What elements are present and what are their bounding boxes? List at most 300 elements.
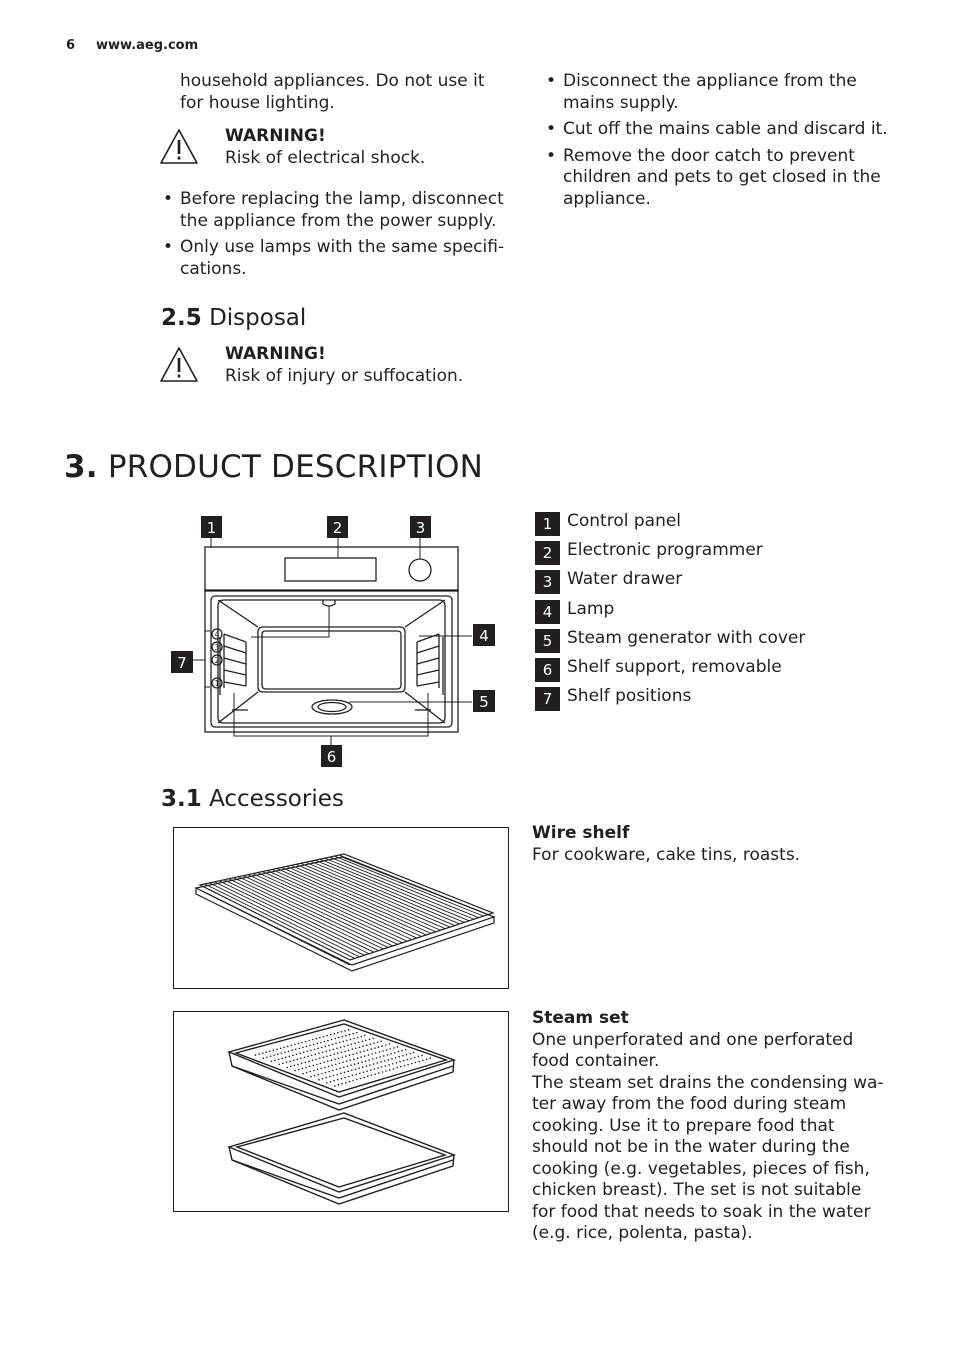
perforation-dot — [358, 1067, 360, 1069]
perforation-dot — [370, 1069, 372, 1071]
warning-text: Risk of electrical shock. — [225, 147, 426, 168]
perforation-dot — [269, 1050, 271, 1052]
perforation-dot — [310, 1071, 312, 1073]
section-heading-accessories — [161, 785, 344, 813]
perforation-dot — [356, 1032, 358, 1034]
left-shelf-support — [220, 634, 246, 695]
perforation-dot — [323, 1036, 325, 1038]
perforation-dot — [333, 1075, 335, 1077]
accessory-text-line: The steam set drains the condensing wa- — [532, 1072, 884, 1093]
perforation-dot — [367, 1076, 369, 1078]
legend-number: 6 — [535, 658, 560, 682]
perforation-dot — [332, 1070, 334, 1072]
perforation-dot — [374, 1068, 376, 1070]
intro-line: for house lighting. — [180, 92, 335, 113]
perforation-dot — [350, 1039, 352, 1041]
list-item-line: cations. — [180, 258, 247, 279]
right-bullet-list — [544, 71, 904, 215]
shelf-level-label: 3 — [214, 643, 220, 652]
shelf-level-label: 2 — [214, 656, 220, 665]
list-item-line: • Remove the door catch to prevent — [563, 145, 855, 166]
perforation-dot — [303, 1052, 305, 1054]
perforation-dot — [351, 1044, 353, 1046]
perforation-dot — [421, 1055, 423, 1057]
perforation-dot — [320, 1068, 322, 1070]
perforation-dot — [348, 1050, 350, 1052]
perforation-dot — [336, 1074, 338, 1076]
perforation-dot — [348, 1076, 350, 1078]
steam-set-illustration — [174, 1012, 508, 1211]
perforation-dot — [307, 1051, 309, 1053]
perforation-dot — [363, 1077, 365, 1079]
perforation-dot — [360, 1078, 362, 1080]
perforation-dot — [397, 1046, 399, 1048]
perforation-dot — [359, 1073, 361, 1075]
list-item-line: mains supply. — [563, 92, 679, 113]
perforation-dot — [381, 1045, 383, 1047]
perforation-dot — [373, 1063, 375, 1065]
perforation-dot — [362, 1066, 364, 1068]
perforation-dot — [390, 1053, 392, 1055]
callout-label: 7 — [177, 654, 187, 672]
accessory-text-line: for food that needs to soak in the water — [532, 1201, 871, 1222]
list-item-line: children and pets to get closed in the — [563, 167, 881, 187]
perforation-dot — [335, 1064, 337, 1066]
perforation-dot — [331, 1039, 333, 1041]
perforation-dot — [341, 1083, 343, 1085]
section-title: PRODUCT DESCRIPTION — [107, 449, 484, 485]
perforation-dot — [352, 1080, 354, 1082]
perforation-dot — [342, 1057, 344, 1059]
perforation-dot — [382, 1071, 384, 1073]
perforation-dot — [317, 1043, 319, 1045]
perforation-dot — [380, 1040, 382, 1042]
perforation-dot — [389, 1069, 391, 1071]
perforation-dot — [320, 1042, 322, 1044]
perforation-dot — [407, 1059, 409, 1061]
accessory-steam-set-desc — [532, 1008, 902, 1245]
perforation-dot — [388, 1059, 390, 1061]
perforation-dot — [345, 1035, 347, 1037]
perforation-dot — [398, 1056, 400, 1058]
accessory-text-line: food container. — [532, 1051, 660, 1071]
section-number: 3.1 — [161, 786, 202, 812]
perforation-dot — [344, 1072, 346, 1074]
page-number: 6 — [66, 38, 76, 53]
perforation-dot — [323, 1057, 325, 1059]
perforation-dot — [379, 1051, 381, 1053]
warning-text: Risk of injury or suffocation. — [225, 365, 464, 386]
perforation-dot — [418, 1061, 420, 1063]
perforation-dot — [297, 1064, 299, 1066]
perforation-dot — [350, 1064, 352, 1066]
perforation-dot — [355, 1074, 357, 1076]
perforation-dot — [371, 1048, 373, 1050]
intro-text — [180, 71, 520, 114]
intro-line: household appliances. Do not use it — [180, 71, 485, 91]
perforation-dot — [348, 1029, 350, 1031]
perforation-dot — [339, 1042, 341, 1044]
perforation-dot — [356, 1052, 358, 1054]
perforation-dot — [373, 1042, 375, 1044]
legend-number: 2 — [535, 541, 560, 565]
perforation-dot — [363, 1071, 365, 1073]
perforation-dot — [357, 1037, 359, 1039]
perforation-dot — [375, 1052, 377, 1054]
perforation-dot — [296, 1054, 298, 1056]
perforation-dot — [337, 1053, 339, 1055]
perforation-dot — [276, 1049, 278, 1051]
website-url[interactable]: www.aeg.com — [96, 38, 199, 53]
list-item-line: the appliance from the power supply. — [180, 210, 497, 231]
perforation-dot — [291, 1050, 293, 1052]
perforation-dot — [403, 1060, 405, 1062]
perforation-dot — [323, 1062, 325, 1064]
perforation-dot — [313, 1065, 315, 1067]
perforation-dot — [345, 1055, 347, 1057]
perforation-dot — [345, 1082, 347, 1084]
wire-shelf-illustration — [174, 828, 508, 988]
perforation-dot — [327, 1040, 329, 1042]
perforation-dot — [328, 1045, 330, 1047]
perforation-dot — [340, 1073, 342, 1075]
perforation-dot — [318, 1079, 320, 1081]
perforation-dot — [407, 1064, 409, 1066]
perforation-dot — [335, 1043, 337, 1045]
perforation-dot — [286, 1067, 288, 1069]
perforation-dot — [360, 1051, 362, 1053]
perforation-dot — [411, 1063, 413, 1065]
perforation-dot — [324, 1041, 326, 1043]
perforation-dot — [302, 1068, 304, 1070]
perforation-dot — [365, 1040, 367, 1042]
perforation-dot — [313, 1044, 315, 1046]
perforation-dot — [369, 1039, 371, 1041]
perforation-dot — [382, 1050, 384, 1052]
perforation-dot — [372, 1038, 374, 1040]
perforation-dot — [366, 1065, 368, 1067]
perforation-dot — [329, 1076, 331, 1078]
perforation-dot — [402, 1055, 404, 1057]
perforation-dot — [314, 1049, 316, 1051]
perforation-dot — [309, 1045, 311, 1047]
accessory-text-line: chicken breast). The set is not suitable — [532, 1180, 862, 1200]
legend-number: 5 — [535, 629, 560, 653]
perforation-dot — [341, 1078, 343, 1080]
accessory-text-line: (e.g. rice, polenta, pasta). — [532, 1223, 753, 1243]
callout-label: 2 — [332, 519, 343, 537]
perforation-dot — [344, 1077, 346, 1079]
perforation-dot — [354, 1063, 356, 1065]
perforation-dot — [351, 1070, 353, 1072]
perforation-dot — [313, 1070, 315, 1072]
warning-title: WARNING! — [225, 344, 326, 364]
list-item-line: • Disconnect the appliance from the — [563, 71, 857, 91]
perforation-dot — [383, 1055, 385, 1057]
perforation-dot — [319, 1037, 321, 1039]
perforation-dot — [301, 1042, 303, 1044]
perforation-dot — [378, 1046, 380, 1048]
warning-electrical — [225, 126, 525, 169]
perforation-dot — [343, 1046, 345, 1048]
perforation-dot — [372, 1058, 374, 1060]
perforation-dot — [334, 1033, 336, 1035]
perforation-dot — [265, 1051, 267, 1053]
perforation-dot — [352, 1033, 354, 1035]
perforation-dot — [385, 1070, 387, 1072]
section-number: 2.5 — [161, 305, 202, 331]
perforation-dot — [377, 1067, 379, 1069]
perforation-dot — [310, 1076, 312, 1078]
perforation-dot — [401, 1050, 403, 1052]
list-item-line: appliance. — [563, 188, 651, 209]
perforation-dot — [338, 1037, 340, 1039]
perforation-dot — [393, 1047, 395, 1049]
perforation-dot — [295, 1049, 297, 1051]
accessory-text-line: cooking (e.g. vegetables, pieces of fish, — [532, 1158, 870, 1179]
perforation-dot — [278, 1059, 280, 1061]
perforation-dot — [377, 1041, 379, 1043]
perforation-dot — [336, 1048, 338, 1050]
perforation-dot — [325, 1077, 327, 1079]
callout-label: 6 — [326, 748, 337, 766]
perforation-dot — [305, 1041, 307, 1043]
perforation-dot — [294, 1070, 296, 1072]
perforation-dot — [352, 1075, 354, 1077]
warning-triangle-icon — [159, 128, 199, 166]
perforation-dot — [279, 1064, 281, 1066]
perforation-dot — [355, 1069, 357, 1071]
perforation-dot — [322, 1078, 324, 1080]
perforation-dot — [398, 1051, 400, 1053]
perforation-dot — [371, 1053, 373, 1055]
perforation-dot — [315, 1054, 317, 1056]
right-shelf-support — [417, 634, 443, 695]
perforation-dot — [352, 1048, 354, 1050]
perforation-dot — [331, 1060, 333, 1062]
perforation-dot — [390, 1048, 392, 1050]
perforation-dot — [378, 1072, 380, 1074]
perforation-dot — [318, 1053, 320, 1055]
perforation-dot — [294, 1044, 296, 1046]
perforation-dot — [289, 1061, 291, 1063]
perforation-dot — [309, 1066, 311, 1068]
perforation-dot — [386, 1049, 388, 1051]
perforation-dot — [266, 1056, 268, 1058]
perforation-dot — [328, 1071, 330, 1073]
accessory-text-line: ter away from the food during steam — [532, 1094, 847, 1114]
left-bullet-list — [161, 189, 521, 285]
perforation-dot — [418, 1056, 420, 1058]
perforation-dot — [344, 1030, 346, 1032]
perforation-dot — [293, 1060, 295, 1062]
accessory-text-line: One unperforated and one perforated — [532, 1029, 854, 1050]
list-item — [161, 237, 521, 280]
callout-label: 5 — [479, 693, 489, 711]
legend-label: Shelf support, removable — [567, 657, 782, 677]
perforation-dot — [395, 1057, 397, 1059]
wire-shelf-image — [173, 827, 509, 989]
perforation-dot — [364, 1035, 366, 1037]
accessory-text: For cookware, cake tins, roasts. — [532, 844, 801, 865]
accessory-wire-shelf-desc — [532, 823, 892, 866]
steam-set-image — [173, 1011, 509, 1212]
perforation-dot — [325, 1046, 327, 1048]
perforation-dot — [277, 1054, 279, 1056]
shelf-level-label: 4 — [214, 630, 220, 639]
perforation-dot — [334, 1038, 336, 1040]
perforation-dot — [415, 1062, 417, 1064]
perforation-dot — [369, 1059, 371, 1061]
water-drawer-knob — [409, 559, 431, 581]
perforation-dot — [364, 1055, 366, 1057]
perforation-dot — [347, 1066, 349, 1068]
perforation-dot — [337, 1079, 339, 1081]
warning-title: WARNING! — [225, 126, 326, 146]
perforation-dot — [396, 1062, 398, 1064]
perforation-dot — [413, 1052, 415, 1054]
perforation-dot — [380, 1061, 382, 1063]
warning-triangle-icon — [159, 346, 199, 384]
perforation-dot — [352, 1053, 354, 1055]
perforation-dot — [333, 1049, 335, 1051]
perforation-dot — [365, 1060, 367, 1062]
perforation-dot — [298, 1043, 300, 1045]
shelf-rod — [339, 855, 488, 915]
perforation-dot — [347, 1071, 349, 1073]
perforation-dot — [337, 1032, 339, 1034]
perforation-dot — [374, 1047, 376, 1049]
list-item — [161, 189, 521, 232]
list-item-line: • Before replacing the lamp, disconnect — [180, 189, 504, 209]
perforation-dot — [316, 1038, 318, 1040]
perforation-dot — [326, 1035, 328, 1037]
perforation-dot — [339, 1068, 341, 1070]
perforation-dot — [262, 1052, 264, 1054]
perforation-dot — [291, 1045, 293, 1047]
perforation-dot — [343, 1041, 345, 1043]
perforation-dot — [332, 1044, 334, 1046]
perforation-dot — [299, 1048, 301, 1050]
section-title: Disposal — [209, 305, 307, 331]
perforation-dot — [326, 1056, 328, 1058]
perforation-dot — [399, 1061, 401, 1063]
perforation-dot — [404, 1065, 406, 1067]
perforation-dot — [367, 1049, 369, 1051]
perforation-dot — [342, 1062, 344, 1064]
perforation-dot — [363, 1050, 365, 1052]
perforation-dot — [379, 1056, 381, 1058]
perforation-dot — [330, 1034, 332, 1036]
legend-number: 7 — [535, 687, 560, 711]
perforation-dot — [300, 1058, 302, 1060]
perforation-dot — [409, 1053, 411, 1055]
accessory-title: Steam set — [532, 1008, 629, 1028]
perforation-dot — [292, 1055, 294, 1057]
perforation-dot — [410, 1058, 412, 1060]
perforation-dot — [385, 1065, 387, 1067]
legend-label: Water drawer — [567, 569, 683, 589]
perforation-dot — [283, 1047, 285, 1049]
perforation-dot — [344, 1051, 346, 1053]
perforation-dot — [381, 1066, 383, 1068]
perforation-dot — [325, 1072, 327, 1074]
legend-label: Control panel — [567, 511, 682, 531]
perforation-dot — [334, 1059, 336, 1061]
perforation-dot — [288, 1051, 290, 1053]
shelf-level-label: 1 — [214, 679, 220, 688]
accessory-text-line: cooking. Use it to prepare food that — [532, 1115, 835, 1136]
perforation-dot — [371, 1074, 373, 1076]
perforation-dot — [353, 1058, 355, 1060]
perforation-dot — [273, 1049, 275, 1051]
perforation-dot — [321, 1047, 323, 1049]
perforation-dot — [284, 1052, 286, 1054]
perforation-dot — [330, 1081, 332, 1083]
callout-label: 1 — [206, 519, 217, 537]
section-heading-product-description — [64, 449, 483, 485]
callout-label: 3 — [415, 519, 426, 537]
perforation-dot — [338, 1084, 340, 1086]
perforation-dot — [405, 1049, 407, 1051]
perforation-dot — [319, 1058, 321, 1060]
perforation-dot — [330, 1055, 332, 1057]
perforation-dot — [358, 1042, 360, 1044]
perforation-dot — [340, 1047, 342, 1049]
perforation-dot — [317, 1069, 319, 1071]
perforation-dot — [349, 1034, 351, 1036]
perforation-dot — [389, 1043, 391, 1045]
perforation-dot — [422, 1060, 424, 1062]
electronic-programmer-display — [285, 558, 376, 581]
perforation-dot — [328, 1066, 330, 1068]
perforation-dot — [297, 1059, 299, 1061]
oven-cavity-outline — [205, 590, 458, 732]
perforation-dot — [361, 1041, 363, 1043]
perforation-dot — [349, 1081, 351, 1083]
perforation-dot — [414, 1057, 416, 1059]
perforation-dot — [326, 1082, 328, 1084]
section-title: Accessories — [209, 786, 344, 812]
perforation-dot — [339, 1063, 341, 1065]
perforation-dot — [306, 1046, 308, 1048]
perforation-dot — [301, 1063, 303, 1065]
legend-number: 4 — [535, 600, 560, 624]
perforation-dot — [361, 1061, 363, 1063]
perforation-dot — [280, 1048, 282, 1050]
perforation-dot — [294, 1065, 296, 1067]
perforation-dot — [406, 1054, 408, 1056]
perforation-dot — [305, 1067, 307, 1069]
accessory-title: Wire shelf — [532, 823, 630, 843]
perforation-dot — [350, 1059, 352, 1061]
perforation-dot — [334, 1085, 336, 1087]
perforation-dot — [298, 1069, 300, 1071]
perforation-dot — [305, 1062, 307, 1064]
perforation-dot — [302, 1073, 304, 1075]
perforation-dot — [271, 1061, 273, 1063]
perforation-dot — [290, 1066, 292, 1068]
legend-number: 3 — [535, 570, 560, 594]
perforation-dot — [325, 1051, 327, 1053]
legend-label: Lamp — [567, 599, 615, 619]
perforation-dot — [393, 1068, 395, 1070]
perforation-dot — [324, 1067, 326, 1069]
perforation-dot — [302, 1047, 304, 1049]
perforation-dot — [355, 1047, 357, 1049]
perforation-dot — [317, 1048, 319, 1050]
perforation-dot — [359, 1046, 361, 1048]
